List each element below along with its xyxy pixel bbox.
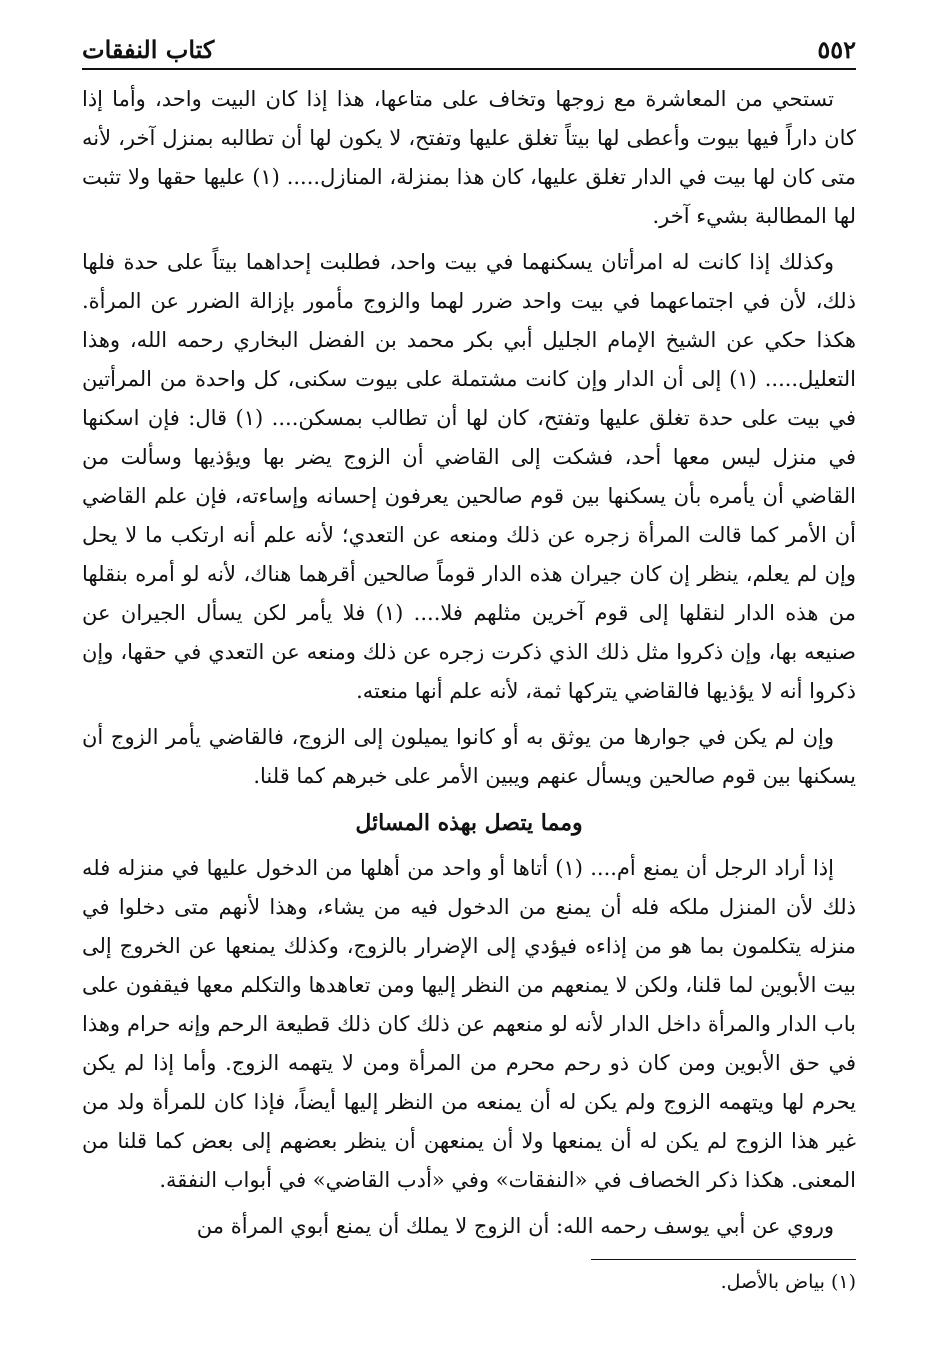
footnote: (١) بياض بالأصل. (720, 1271, 856, 1293)
paragraph: إذا أراد الرجل أن يمنع أم.... (١) أتاها أو واحد من أهلها من الدخول عليها في منزله فله ذلك لأن المنزل ملكه فله أن يمنع من الدخول فيه من يشاء، وهذا لأنهم متى دخلوا في منزله يتكلمون بما هو من إذاءه فيؤدي إلى الإضرار بالزوج، وكذلك يمنعها عن الخروج إلى بيت الأبوين لما قلنا، ولكن لا يمنعهم من النظر إليها ومن تعاهدها والتكلم معها فيقفون على باب الدار والمرأة داخل الدار لأنه لو منعهم عن ذلك كان ذلك قطيعة الرحم وإنه حرام وهذا في حق الأبوين ومن كان ذو رحم محرم من المرأة ومن لا يتهمه الزوج. وأما إذا لم يكن يحرم لها ويتهمه الزوج ولم يكن له أن يمنعه من النظر إليها أيضاً، فإذا كان للمرأة ولد من غير هذا الزوج لم يكن له أن يمنعها ولا أن يمنعهن أن ينظر بعضهم إلى بعض كما قلنا من المعنى. هكذا ذكر الخصاف في «النفقات» وفي «أدب القاضي» في أبواب النفقة. (82, 856, 856, 1192)
page-number: ٥٥٢ (817, 35, 856, 64)
chapter-title: كتاب النفقات (82, 35, 215, 64)
main-text (82, 80, 856, 1253)
paragraph: وروي عن أبي يوسف رحمه الله: أن الزوج لا يملك أن يمنع أبوي المرأة من (196, 1214, 834, 1238)
running-header (82, 30, 856, 70)
footnote-separator (591, 1259, 856, 1260)
paragraph: وكذلك إذا كانت له امرأتان يسكنهما في بيت واحد، فطلبت إحداهما بيتاً على حدة فلها ذلك، لأن في اجتماعهما في بيت واحد ضرر لهما والزوج مأمور بإزالة الضرر عن المرأة. هكذا حكي عن الشيخ الإمام الجليل أبي بكر محمد بن الفضل البخاري رحمه الله، وهذا التعليل..... (١) إلى أن الدار وإن كانت مشتملة على بيوت سكنى، كل واحدة من المرأتين في بيت على حدة تغلق عليها وتفتح، كان لها أن تطالب بمسكن.... (١) قال: فإن اسكنها في منزل ليس معها أحد، فشكت إلى القاضي أن الزوج يضر بها ويؤذيها وسألت من القاضي أن يأمره بأن يسكنها بين قوم صالحين يعرفون إحسانه وإساءته، فإن علم القاضي أن الأمر كما قالت المرأة زجره عن ذلك ومنعه عن التعدي؛ لأنه علم أنه ارتكب ما لا يحل وإن لم يعلم، ينظر إن كان جيران هذه الدار قوماً صالحين أقرهما هناك، لأنه لو أمره بنقلها من هذه الدار لنقلها إلى قوم آخرين مثلهم فلا.... (١) فلا يأمر لكن يسأل الجيران عن صنيعه بها، وإن ذكروا مثل ذلك الذي ذكرت زجره عن ذلك ومنعه عن التعدي في حقها، وإن ذكروا أنه لا يؤذيها فالقاضي يتركها ثمة، لأنه علم أنها منعته. (82, 250, 857, 703)
paragraph: تستحي من المعاشرة مع زوجها وتخاف على متاعها، هذا إذا كان البيت واحد، وأما إذا كان داراً فيها بيوت وأعطى لها بيتاً تغلق عليها وتفتح، لا يكون لها أن تطالبه بمنزل آخر، لأنه متى كان لها بيت في الدار تغلق عليها، كان هذا بمنزلة، المنازل..... (١) عليها حقها ولا تثبت لها المطالبة بشيء آخر. (82, 87, 856, 228)
section-heading: ومما يتصل بهذه المسائل (355, 810, 583, 836)
paragraph: وإن لم يكن في جوارها من يوثق به أو كانوا يميلون إلى الزوج، فالقاضي يأمر الزوج أن يسكنها بين قوم صالحين ويسأل عنهم ويبين الأمر على خبرهم كما قلنا. (82, 725, 856, 788)
